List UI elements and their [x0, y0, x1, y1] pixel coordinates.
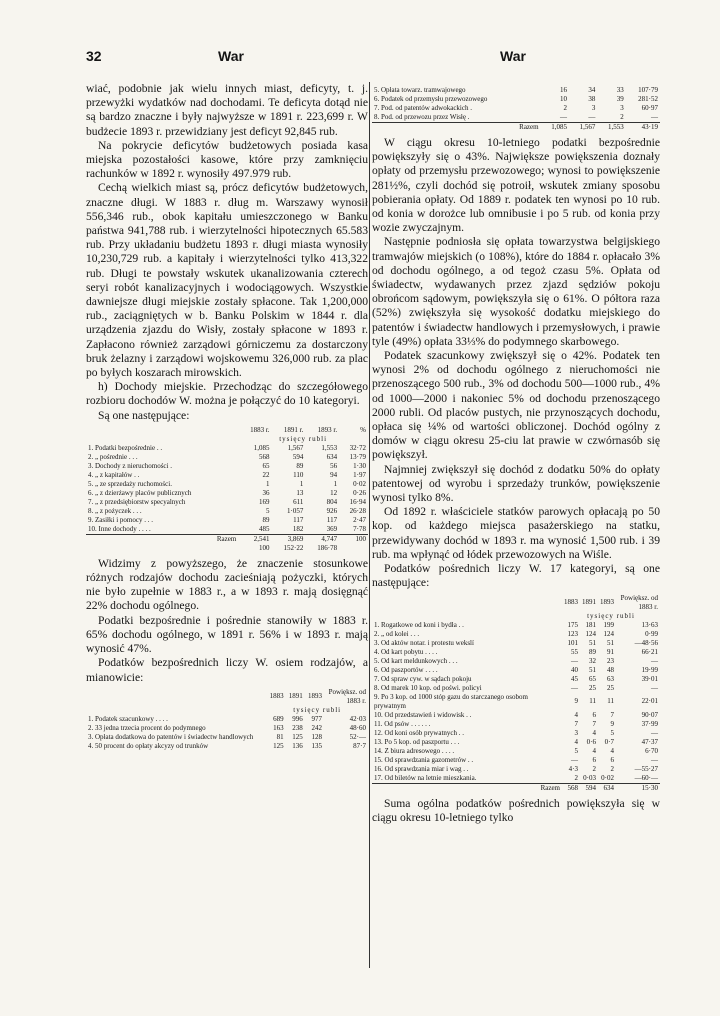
table-cell: 47·37 [641, 737, 658, 746]
table-cell: 1,567 [287, 443, 304, 452]
table-cell: 4 [574, 737, 578, 746]
table-row [372, 684, 660, 693]
row-label: 14. Z biura adresowego . . . . [374, 746, 455, 755]
table-cell: 568 [259, 452, 270, 461]
paragraph: Podatków pośrednich liczy W. 17 kategoryi, są one następujące: [372, 562, 660, 590]
direct-taxes-table [86, 688, 368, 751]
table-cell: 33 [616, 86, 624, 94]
table-cell: 3 [591, 104, 596, 112]
column-header: % [360, 425, 366, 434]
row-label: 6. Podatek od przemysłu przewozowego [374, 95, 488, 103]
table-cell: — [588, 113, 596, 121]
table-subheader: tysięcy rubli [279, 434, 328, 443]
table-cell: 56 [330, 461, 338, 470]
table-cell: 39·01 [641, 674, 658, 683]
paragraph: Najmniej zwiększył się dochód z dodatku 50% do opłaty patentowej od wyrobu i sprzedaży trunków, powiększenie wynosi tylko 8%. [372, 462, 660, 505]
table-row [372, 104, 660, 113]
row-label: 13. Po 5 kop. od paszportu . . . [374, 737, 460, 746]
table-cell: 23 [607, 656, 614, 665]
right-column [372, 86, 660, 825]
table-cell: 0·99 [645, 629, 658, 638]
table-cell: 2 [574, 773, 578, 782]
table-cell: 110 [293, 470, 304, 479]
table-row [372, 648, 660, 657]
row-label: 9. Zasiłki i pomocy . . . [88, 515, 153, 524]
table-total-row: Razem 568 594 634 15·30 [372, 783, 660, 793]
table-cell: — [651, 656, 658, 665]
table-header-row [86, 688, 368, 706]
paragraph: Widzimy z powyższego, że znaczenie stosunkowe różnych rodzajów dochodu zacieśniają pożyczki, których nie było zupełnie w 1883 r., a w 1893 r. mają dosięgnąć 22% dochodu ogólnego. [86, 556, 368, 613]
direct-taxes-table-continued [372, 86, 660, 132]
table-cell: 1,085 [253, 443, 270, 452]
table-cell: 60·97 [641, 104, 658, 112]
table-cell: 13·63 [641, 620, 658, 629]
table-cell: 4 [592, 746, 596, 755]
table-cell: 51 [607, 638, 614, 647]
table-total-row: Razem 1,085 1,567 1,553 43·19 [372, 123, 660, 133]
table-cell: 611 [293, 497, 304, 506]
table-cell: 1·057 [286, 506, 304, 515]
column-header: 1893 [308, 692, 322, 701]
column-header: Powiększ. od 1883 r. [328, 687, 366, 705]
table-cell: 124 [585, 629, 596, 638]
column-header: 1893 [600, 598, 614, 606]
table-cell: 996 [292, 714, 303, 723]
table-cell: 926 [326, 506, 338, 515]
row-label: 8. Od marek 10 kop. od poświ. policyi [374, 683, 482, 692]
table-cell: 163 [273, 723, 284, 732]
paragraph: Następnie podniosła się opłata towarzystwa belgijskiego tramwajów miejskich (o 108%), które do 1884 r. opłacało 3% od dochodu ogólnego, a od tegoż czasu 5%. Opłata od świadectw, wydawanych przez zjazd sędziów pokoju obrońcom sądowym, powiększyła się o 61%. O półtora raza (52%) zwiększyła się wysokość dodatku miejskiego do patentów i świadectw handlowych i przemysłowych, i prawie tyle (49%) opłata 33⅓% do podymnego skarbowego. [372, 235, 660, 348]
table-cell: 6 [592, 710, 596, 719]
table-cell: 5 [610, 728, 614, 737]
table-subheader: tysięcy rubli [293, 705, 342, 714]
table-cell: — [571, 656, 578, 665]
table-cell: 107·79 [638, 86, 658, 94]
row-label: 10. Od przedstawień i widowisk . . [374, 710, 472, 719]
table-cell: 63 [607, 674, 614, 683]
table-cell: 182 [292, 524, 304, 533]
table-row [372, 747, 660, 756]
table-cell: 7 [592, 719, 596, 728]
table-cell: 40 [571, 665, 578, 674]
table-cell: 1·97 [353, 470, 366, 479]
table-cell: — [651, 728, 658, 737]
table-cell: 1 [266, 479, 270, 488]
table-cell: 9 [610, 719, 614, 728]
table-cell: 36 [262, 488, 270, 497]
table-row [86, 480, 368, 489]
table-cell: 13 [296, 488, 304, 497]
table-cell: 594 [292, 452, 304, 461]
table-cell: 804 [326, 497, 338, 506]
table-row [372, 693, 660, 711]
table-cell: 0·26 [353, 488, 366, 497]
table-cell: 689 [273, 714, 284, 723]
table-cell: 124 [603, 629, 614, 638]
table-cell: 0·7 [604, 737, 614, 746]
row-label: 10. Inne dochody . . . . [88, 524, 151, 533]
paragraph: h) Dochody miejskie. Przechodząc do szczegółowego rozbioru dochodów W. można je połączyć do 10 kategoryi. [86, 380, 368, 408]
table-cell: — [559, 113, 567, 121]
paragraph: Podatek szacunkowy zwiększył się o 42%. Podatek ten wynosi 2% od dochodu ogólnego z nieruchomości nie przenoszącego 500 rub., 3% od dochodu 500—1000 rub., 4% od 1000—2000 i nakoniec 5% od dochodu przenoszącego 2000 rubli. Od placów pustych, nie przynoszących dochodu, opłaca się ¼% od wartości obliczonej. Dochód ogólny z domów w ciągu okresu 25-ciu lat prawie w czwórnasób się powiększył. [372, 349, 660, 462]
row-label: 9. Po 3 kop. od 1000 stóp gazu do starczanego osobom prywatnym [374, 692, 528, 710]
row-label: 2. „ od kolei . . . [374, 629, 420, 638]
table-cell: 136 [292, 741, 303, 750]
table-cell: 52·— [349, 732, 366, 741]
table-total-row: Razem 2,541 3,869 4,747 100 [86, 534, 368, 544]
table-cell: 117 [326, 515, 338, 524]
row-label: 3. Opłata dodatkowa do patentów i świadectw handlowych [88, 732, 254, 741]
table-subheader: tysięcy rubli [587, 611, 635, 620]
table-cell: 2 [620, 113, 624, 121]
table-cell: — [651, 683, 658, 692]
paragraph: Cechą wielkich miast są, prócz deficytów budżetowych, znaczne długi. W 1883 r. dług m. Warszawy wynosił 556,346 rub., obok kapitału umieszczonego w Banku państwa 941,788 rub. i wierzytelności hipotecznych 65.583 rub. Przy układaniu budżetu 1893 r. długi miasta wynosiły 10,230,729 rub. a kapitały i wierzytelności tylko 413,322 rub. Długi te powstały wskutek ukanalizowania czterech seryi robót kanalizacyjnych i wodociągowych. Wszystkie dawniejsze długi miejskie zostały spłacone. Tak 1,200,000 rub., zaciągniętych w b. Banku Polskim w 1844 r. dla urządzenia zjazdu do Wisły, zostały spłacone w 1893 r. Zapłacono również zarządowi górniczemu za dostarczony bruk żelazny i zarządowi wojskowemu 326,000 rub. za plac po byłych koszarach mirowskich. [86, 181, 368, 380]
table-cell: 1 [299, 479, 304, 488]
table-cell: 7·78 [353, 524, 366, 533]
table-cell: 55 [571, 647, 578, 656]
table-cell: 125 [292, 732, 303, 741]
table-cell: 1·30 [353, 461, 366, 470]
paragraph: Na pokrycie deficytów budżetowych posiada kasa miejska pozostałości kasowe, które przy zamknięciu rachunków w 1892 r. wynosiły 497.979 rub. [86, 138, 368, 181]
table-cell: 10 [559, 95, 567, 103]
table-cell: 45 [571, 674, 578, 683]
row-label: 17. Od biletów na letnie mieszkania. [374, 773, 477, 782]
row-label: 5. Opłata towarz. tramwajowego [374, 86, 466, 94]
table-row [372, 765, 660, 774]
table-row [372, 621, 660, 630]
table-row [372, 113, 660, 123]
table-row [372, 711, 660, 720]
table-cell: 48 [607, 665, 614, 674]
table-cell: 11 [589, 697, 596, 705]
column-header: 1891 [288, 692, 303, 701]
table-row [86, 453, 368, 462]
row-label: 3. Od aktów notar. i protestu wekslí [374, 638, 474, 647]
table-cell: 89 [589, 647, 596, 656]
table-cell: 369 [326, 524, 338, 533]
row-label: 1. Podatek szacunkowy . . . . [88, 714, 168, 723]
table-cell: 169 [259, 497, 270, 506]
table-cell: 3 [620, 104, 624, 112]
table-row [372, 86, 660, 95]
table-cell: 181 [585, 620, 596, 629]
table-cell: 238 [292, 723, 303, 732]
indirect-taxes-table [372, 594, 660, 793]
table-cell: 135 [311, 741, 322, 750]
table-cell: 6·70 [645, 746, 658, 755]
table-cell: 66·21 [641, 647, 658, 656]
row-label: 16. Od sprawdzania miar i wag . . [374, 764, 469, 773]
row-label: 5. Od kart meldunkowych . . . [374, 656, 458, 665]
table-cell: 12 [330, 488, 338, 497]
row-label: 3. Dochody z nieruchomości . [88, 461, 172, 470]
table-row [372, 666, 660, 675]
row-label: 1. Rogatkowe od koni i bydła . . [374, 620, 464, 629]
table-cell: 16 [559, 86, 567, 94]
column-header: Powiększ. od 1883 r. [620, 593, 658, 611]
table-cell: —48·56 [634, 638, 658, 647]
table-row [372, 675, 660, 684]
row-label: 7. Pod. od patentów adwokackich . [374, 104, 472, 112]
row-label: 6. Od paszportów . . . . [374, 665, 438, 674]
table-row [86, 471, 368, 480]
table-cell: 117 [293, 515, 304, 524]
table-cell: 81 [276, 732, 284, 741]
column-header: 1891 [582, 598, 596, 606]
table-cell: —60·— [634, 773, 658, 782]
paragraph: Suma ogólna podatków pośrednich powiększyła się w ciągu okresu 10-letniego tylko [372, 796, 660, 824]
table-cell: 25 [607, 683, 614, 692]
table-cell: 89 [296, 461, 304, 470]
table-header-row [86, 426, 368, 435]
table-cell: 5 [574, 746, 578, 755]
table-cell: 485 [259, 524, 270, 533]
table-cell: 6 [592, 755, 596, 764]
table-row [86, 525, 368, 535]
table-cell: 0·02 [353, 479, 366, 488]
table-cell: 91 [607, 647, 614, 656]
row-label: 4. „ z kapitałów . . [88, 470, 140, 479]
table-cell: 37·99 [641, 719, 658, 728]
table-cell: 1,553 [321, 443, 338, 452]
table-row [86, 444, 368, 453]
column-header: 1883 [564, 598, 578, 606]
table-cell: 1 [333, 479, 338, 488]
table-cell: 65 [262, 461, 270, 470]
table-row [372, 95, 660, 104]
table-cell: 34 [588, 86, 596, 94]
table-cell: — [571, 683, 578, 692]
table-cell: 9 [574, 697, 578, 705]
column-header: 1883 r. [250, 425, 270, 434]
table-row [372, 774, 660, 784]
table-cell: 48·60 [349, 723, 366, 732]
paragraph: Od 1892 r. właściciele statków parowych opłacają po 50 kop. od każdego miejsca pasażerskiego na statku, przewidywany dochód w 1893 r. ma wynosić 1,500 rub. i 39 rub. ma wpłynąć od łódek przewozowych na Wiśle. [372, 505, 660, 561]
table-cell: 6 [610, 755, 614, 764]
table-cell: 38 [588, 95, 596, 103]
left-running-title: War [218, 48, 244, 64]
table-cell: — [571, 755, 578, 764]
table-cell: 2·47 [353, 515, 366, 524]
table-cell: 90·07 [641, 710, 658, 719]
table-cell: 7 [574, 719, 578, 728]
right-running-title: War [500, 48, 526, 64]
row-label: 7. Od spraw cyw. w sądach pokoju [374, 674, 472, 683]
paragraph: W ciągu okresu 10-letniego podatki bezpośrednie powiększyły się o 43%. Największe powiększenia doznały opłaty od przemysłu przewozowego; wynosi to powiększenie 281½%, czyli dochód się potroił, wskutek zmiany sposobu pobierania opłaty. Od 1889 r. podatek ten wynosi po 10 rub. od konia w dorożce lub omnibusie i po 5 rub. od konia przy wozie zwyczajnym. [372, 136, 660, 235]
table-cell: 123 [567, 629, 578, 638]
paragraph: wiać, podobnie jak wielu innych miast, deficyty, t. j. przewyżki wydatków nad dochodami. Te deficyta dotąd nie są bardzo znaczne i były najwyższe w 1891 r. 223,699 r. W budżecie 1893 r. przewidziany jest deficyt 92,845 rub. [86, 82, 368, 138]
table-cell: 2 [592, 764, 596, 773]
table-cell: 89 [262, 515, 270, 524]
table-cell: 94 [330, 470, 338, 479]
row-label: 5. „ ze sprzedaży ruchomości. [88, 479, 172, 488]
table-cell: 11 [607, 697, 614, 705]
left-column [86, 82, 368, 755]
table-cell: 7 [610, 710, 614, 719]
table-cell: 4 [574, 710, 578, 719]
table-cell: 22·01 [641, 697, 658, 705]
table-cell: 13·79 [349, 452, 366, 461]
table-row [372, 630, 660, 639]
table-cell: 0·02 [601, 773, 614, 782]
table-row [372, 729, 660, 738]
table-cell: 2 [610, 764, 614, 773]
table-cell: —55·27 [634, 764, 658, 773]
table-cell: 42·03 [349, 714, 366, 723]
table-cell: 4 [610, 746, 614, 755]
row-label: 7. „ z przedsiębiorstw specyalnych [88, 497, 186, 506]
table-cell: 19·99 [641, 665, 658, 674]
table-cell: 199 [603, 620, 614, 629]
table-row [372, 720, 660, 729]
table-cell: 5 [266, 506, 270, 515]
table-cell: 26·28 [349, 506, 366, 515]
table-row [372, 738, 660, 747]
table-cell: 39 [616, 95, 624, 103]
column-divider [369, 82, 370, 968]
table-header-row [372, 594, 660, 612]
table-cell: 125 [273, 741, 284, 750]
paragraph: Podatki bezpośrednie i pośrednie stanowiły w 1883 r. 65% dochodu ogólnego, w 1891 r. 56% i w 1893 r. mają wynosić 47%. [86, 613, 368, 656]
row-label: 8. Pod. od przewozu przez Wisłę . [374, 113, 470, 121]
row-label: 2. 33 jedna trzecia procent do podymnego [88, 723, 206, 732]
table-row [86, 498, 368, 507]
table-cell: — [651, 113, 658, 121]
income-table [86, 426, 368, 553]
table-cell: 65 [589, 674, 596, 683]
column-header: 1893 r. [317, 425, 338, 434]
table-row [86, 742, 368, 751]
row-label: 15. Od sprawdzania gazometrów . . [374, 755, 474, 764]
row-label: 4. 50 procent do opłaty akcyzy od trunków [88, 741, 209, 750]
table-cell: 634 [326, 452, 338, 461]
table-cell: 87·7 [353, 741, 366, 750]
table-cell: 281·52 [638, 95, 658, 103]
table-row [86, 516, 368, 525]
table-cell: 51 [589, 638, 596, 647]
row-label: 8. „ z pożyczek . . . [88, 506, 142, 515]
table-row [372, 657, 660, 666]
row-label: 12. Od koni osób prywatnych . . [374, 728, 465, 737]
table-cell: 4·3 [568, 764, 578, 773]
table-row [86, 507, 368, 516]
table-cell: 32·72 [349, 443, 366, 452]
table-cell: 3 [574, 728, 578, 737]
table-cell: 4 [592, 728, 596, 737]
page-number: 32 [86, 48, 102, 64]
table-row [86, 733, 368, 742]
table-cell: — [651, 755, 658, 764]
table-cell: 51 [589, 665, 596, 674]
row-label: 2. „ pośrednie . . . [88, 452, 138, 461]
table-row [86, 462, 368, 471]
table-cell: 32 [589, 656, 596, 665]
paragraph: Są one następujące: [98, 408, 190, 422]
paragraph: Podatków bezpośrednich liczy W. osiem rodzajów, a mianowicie: [86, 656, 368, 684]
row-label: 6. „ z dzierżawy placów publicznych [88, 488, 192, 497]
table-cell: 242 [311, 723, 322, 732]
table-row [86, 724, 368, 733]
table-total-row: 100 152·22 186·78 [259, 543, 338, 552]
table-cell: 128 [311, 732, 322, 741]
table-row [86, 489, 368, 498]
table-cell: 977 [311, 714, 322, 723]
row-label: 11. Od psów . . . . . . [374, 719, 431, 728]
table-cell: 16·94 [349, 497, 366, 506]
table-row [372, 756, 660, 765]
table-cell: 101 [567, 638, 578, 647]
row-label: 1. Podatki bezpośrednie . . [88, 443, 163, 452]
table-cell: 25 [589, 683, 596, 692]
row-label: 4. Od kart pobytu . . . . [374, 647, 438, 656]
column-header: 1891 r. [283, 425, 304, 434]
table-cell: 175 [567, 620, 578, 629]
table-cell: 2 [563, 104, 567, 112]
table-cell: 0·03 [583, 773, 596, 782]
table-row [86, 715, 368, 724]
table-cell: 0·6 [586, 737, 596, 746]
table-cell: 22 [262, 470, 270, 479]
column-header: 1883 [269, 692, 284, 701]
table-row [372, 639, 660, 648]
